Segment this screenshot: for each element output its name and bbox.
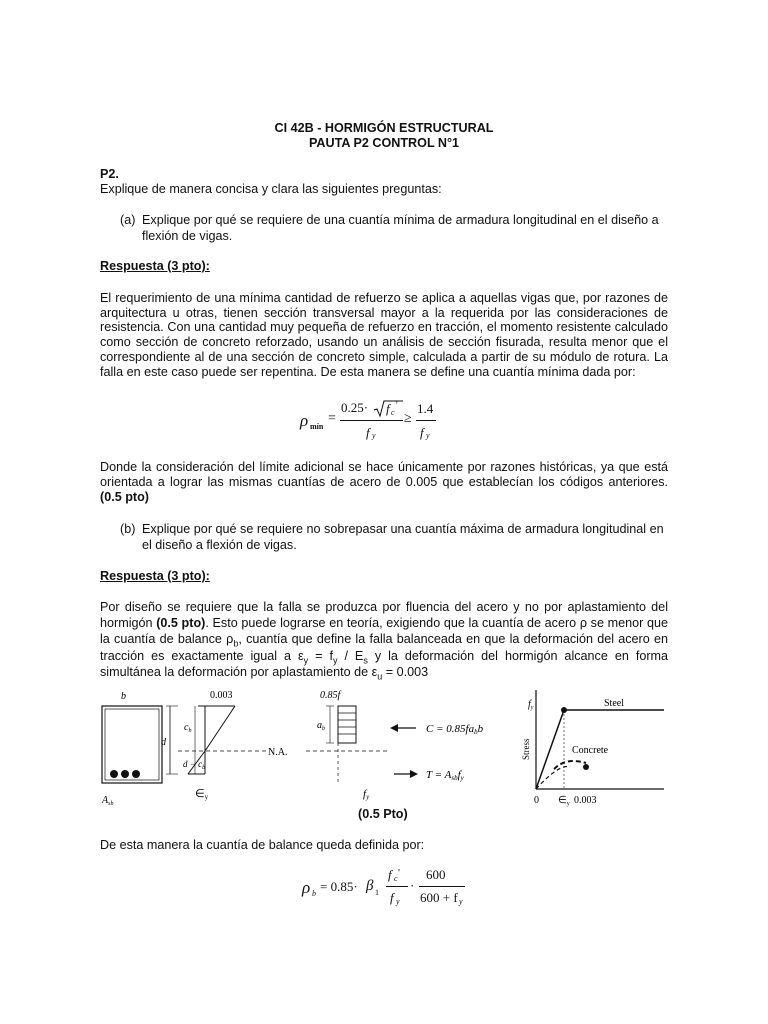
graph-x003: 0.003 — [574, 795, 597, 806]
steel-elastic-line — [536, 710, 564, 789]
graph-x0: 0 — [534, 795, 539, 806]
fc-prime: ' — [396, 400, 398, 410]
document-title: CI 42B - HORMIGÓN ESTRUCTURAL — [274, 121, 494, 135]
response-a-label: Respuesta (3 pto): — [100, 259, 210, 273]
concrete-curve-b — [554, 761, 586, 769]
fraction-bar-4 — [419, 886, 465, 887]
rho-b-sub: b — [312, 889, 316, 898]
response-a-paragraph: El requerimiento de una mínima cantidad de refuerzo se aplica a aquellas vigas que, por razones de arquitectura u otras, tienen sección transversal mayor a la requerida por las consideraciones de resistencia. Con una cantidad muy pequeña de refuerzo en tracción, el momento resistente calculado como sección de concreto reforzado, usando un análisis de sección fisurada, resulta menor que el correspondiente al de una sección de concreto simple, calculada a partir de su módulo de rotura. La falla en este caso puede ser repentina. De esta manera se define una cuantía mínima dada por: — [100, 291, 668, 379]
dimension-d — [161, 706, 178, 774]
label-C: C = 0.85fabb — [426, 723, 484, 736]
rb-s5: s — [363, 655, 368, 666]
rb-t6: y la deformación del hormigón alcance en forma simultánea la deformación por aplastamiento de ε — [100, 648, 669, 679]
question-a — [120, 212, 668, 244]
document-subtitle: PAUTA P2 CONTROL N°1 — [308, 136, 460, 150]
strain-diagram — [178, 690, 287, 801]
problem-label: P2. — [100, 167, 119, 181]
fy-den-1: f — [366, 425, 370, 440]
stress-strain-graph — [521, 690, 664, 807]
rb-s2: b — [233, 638, 239, 649]
question-b — [120, 521, 668, 553]
label-ab: $a_b$ — [317, 720, 325, 732]
conclusion-text: De esta manera la cuantía de balance queda definida por: — [100, 838, 425, 852]
rb-t1: Por diseño se requiere que la falla se produzca por fluencia del acero y no por aplastamiento del hormigón — [100, 600, 668, 631]
formula-rho-balance — [302, 867, 472, 913]
graph-concrete: Concrete — [572, 745, 609, 756]
response-a-after-text: Donde la consideración del límite adicional se hace únicamente por razones históricas, ya que está orientada a lograr las mismas cuantías de acero de 0.005 que establecían los códigos anteriores. — [100, 460, 668, 489]
rho-min-sub: mín — [310, 422, 324, 431]
fy-den-1-sub: y — [372, 431, 376, 440]
rb-t4: = f — [308, 648, 333, 663]
label-ey: ∈y — [195, 788, 209, 801]
label-fy: fy — [363, 788, 370, 801]
label-d: d — [161, 737, 166, 748]
rb-s6: u — [377, 671, 383, 682]
fraction-bar-2 — [416, 420, 436, 421]
stress-block — [306, 690, 484, 801]
formula-rho-min — [300, 400, 450, 448]
rb-points: (0.5 pto) — [156, 616, 206, 631]
rebar-2 — [121, 770, 129, 778]
beam-section — [101, 691, 162, 807]
fraction-bar-1 — [340, 420, 403, 421]
label-na: N.A. — [268, 747, 288, 758]
label-d-minus-cb: $d - c_b$ — [183, 759, 206, 771]
rb-t5: / E — [337, 648, 364, 663]
beta-symbol: β — [366, 878, 374, 894]
label-0003: 0.003 — [210, 690, 233, 701]
label-085fc: 0.85f — [320, 690, 341, 701]
graph-ylabel: Stress — [521, 738, 531, 760]
graph-xey: $\in_y$ — [558, 795, 570, 807]
response-b-paragraph — [100, 599, 668, 680]
beta-sub: 1 — [375, 888, 379, 897]
fraction-bar-3 — [386, 886, 408, 887]
numerator-2: 1.4 — [417, 401, 434, 416]
rb-s4: y — [332, 655, 338, 666]
fy-den-2-sub: y — [426, 431, 430, 440]
fy-den-3: f — [390, 890, 394, 905]
rho-b-symbol: ρ — [302, 878, 311, 897]
graph-steel: Steel — [604, 698, 624, 709]
label-cb: $c_b$ — [184, 722, 192, 734]
question-a-text: Explique por qué se requiere de una cuantía mínima de armadura longitudinal en el diseño a flexión de vigas. — [142, 213, 659, 243]
fc-num-sub: c — [394, 874, 398, 883]
rebar-3 — [132, 770, 140, 778]
question-a-label: (a) — [120, 213, 136, 227]
fy-den-2: f — [420, 425, 424, 440]
fc-symbol: f — [386, 401, 390, 416]
label-b: b — [121, 691, 126, 702]
geq-symbol: ≥ — [404, 411, 412, 426]
concrete-curve-a — [536, 766, 570, 789]
graph-fy: $f_y$ — [528, 699, 534, 711]
fc-num: f — [388, 867, 392, 882]
balanced-failure-figure — [98, 685, 670, 810]
den-600-sub: y — [459, 897, 463, 906]
label-As: $A_{sb}$ — [102, 795, 114, 807]
label-T: T = Asbfy — [426, 769, 464, 782]
response-a-after — [100, 460, 668, 504]
eq-coef: = 0.85· — [320, 879, 358, 894]
rb-t3: , cuantía que define la falla balanceada en que la deformación del acero en tracción es exactamente igual a ε — [100, 632, 668, 663]
fc-num-prime: ' — [398, 867, 400, 879]
response-a-points: (0.5 pto) — [100, 489, 149, 504]
question-b-text: Explique por qué se requiere no sobrepasar una cuantía máxima de armadura longitudinal en el diseño a flexión de vigas. — [142, 522, 664, 552]
fy-den-3-sub: y — [396, 897, 400, 906]
rho-symbol: ρ — [300, 411, 309, 430]
problem-intro: Explique de manera concisa y clara las siguientes preguntas: — [100, 182, 442, 196]
den-600: 600 + f — [420, 890, 458, 905]
rb-t7: = 0.003 — [382, 664, 429, 679]
crushing-point — [583, 764, 589, 770]
dot-symbol: · — [410, 878, 415, 893]
rb-s3: y — [303, 655, 309, 666]
equals: = — [328, 411, 336, 426]
fc-sub: c — [391, 408, 395, 417]
figure-caption: (0.5 Pto) — [358, 807, 408, 821]
numerator-coef: 0.25· — [341, 400, 369, 415]
num-600: 600 — [426, 867, 446, 882]
rb-t2: . Esto puede lograrse en teoría, exigiendo que la cuantía de acero ρ se menor que la cuantía de balance ρ — [100, 616, 669, 647]
rebar-1 — [110, 770, 118, 778]
response-b-label: Respuesta (3 pto): — [100, 569, 210, 583]
question-b-label: (b) — [120, 522, 136, 536]
